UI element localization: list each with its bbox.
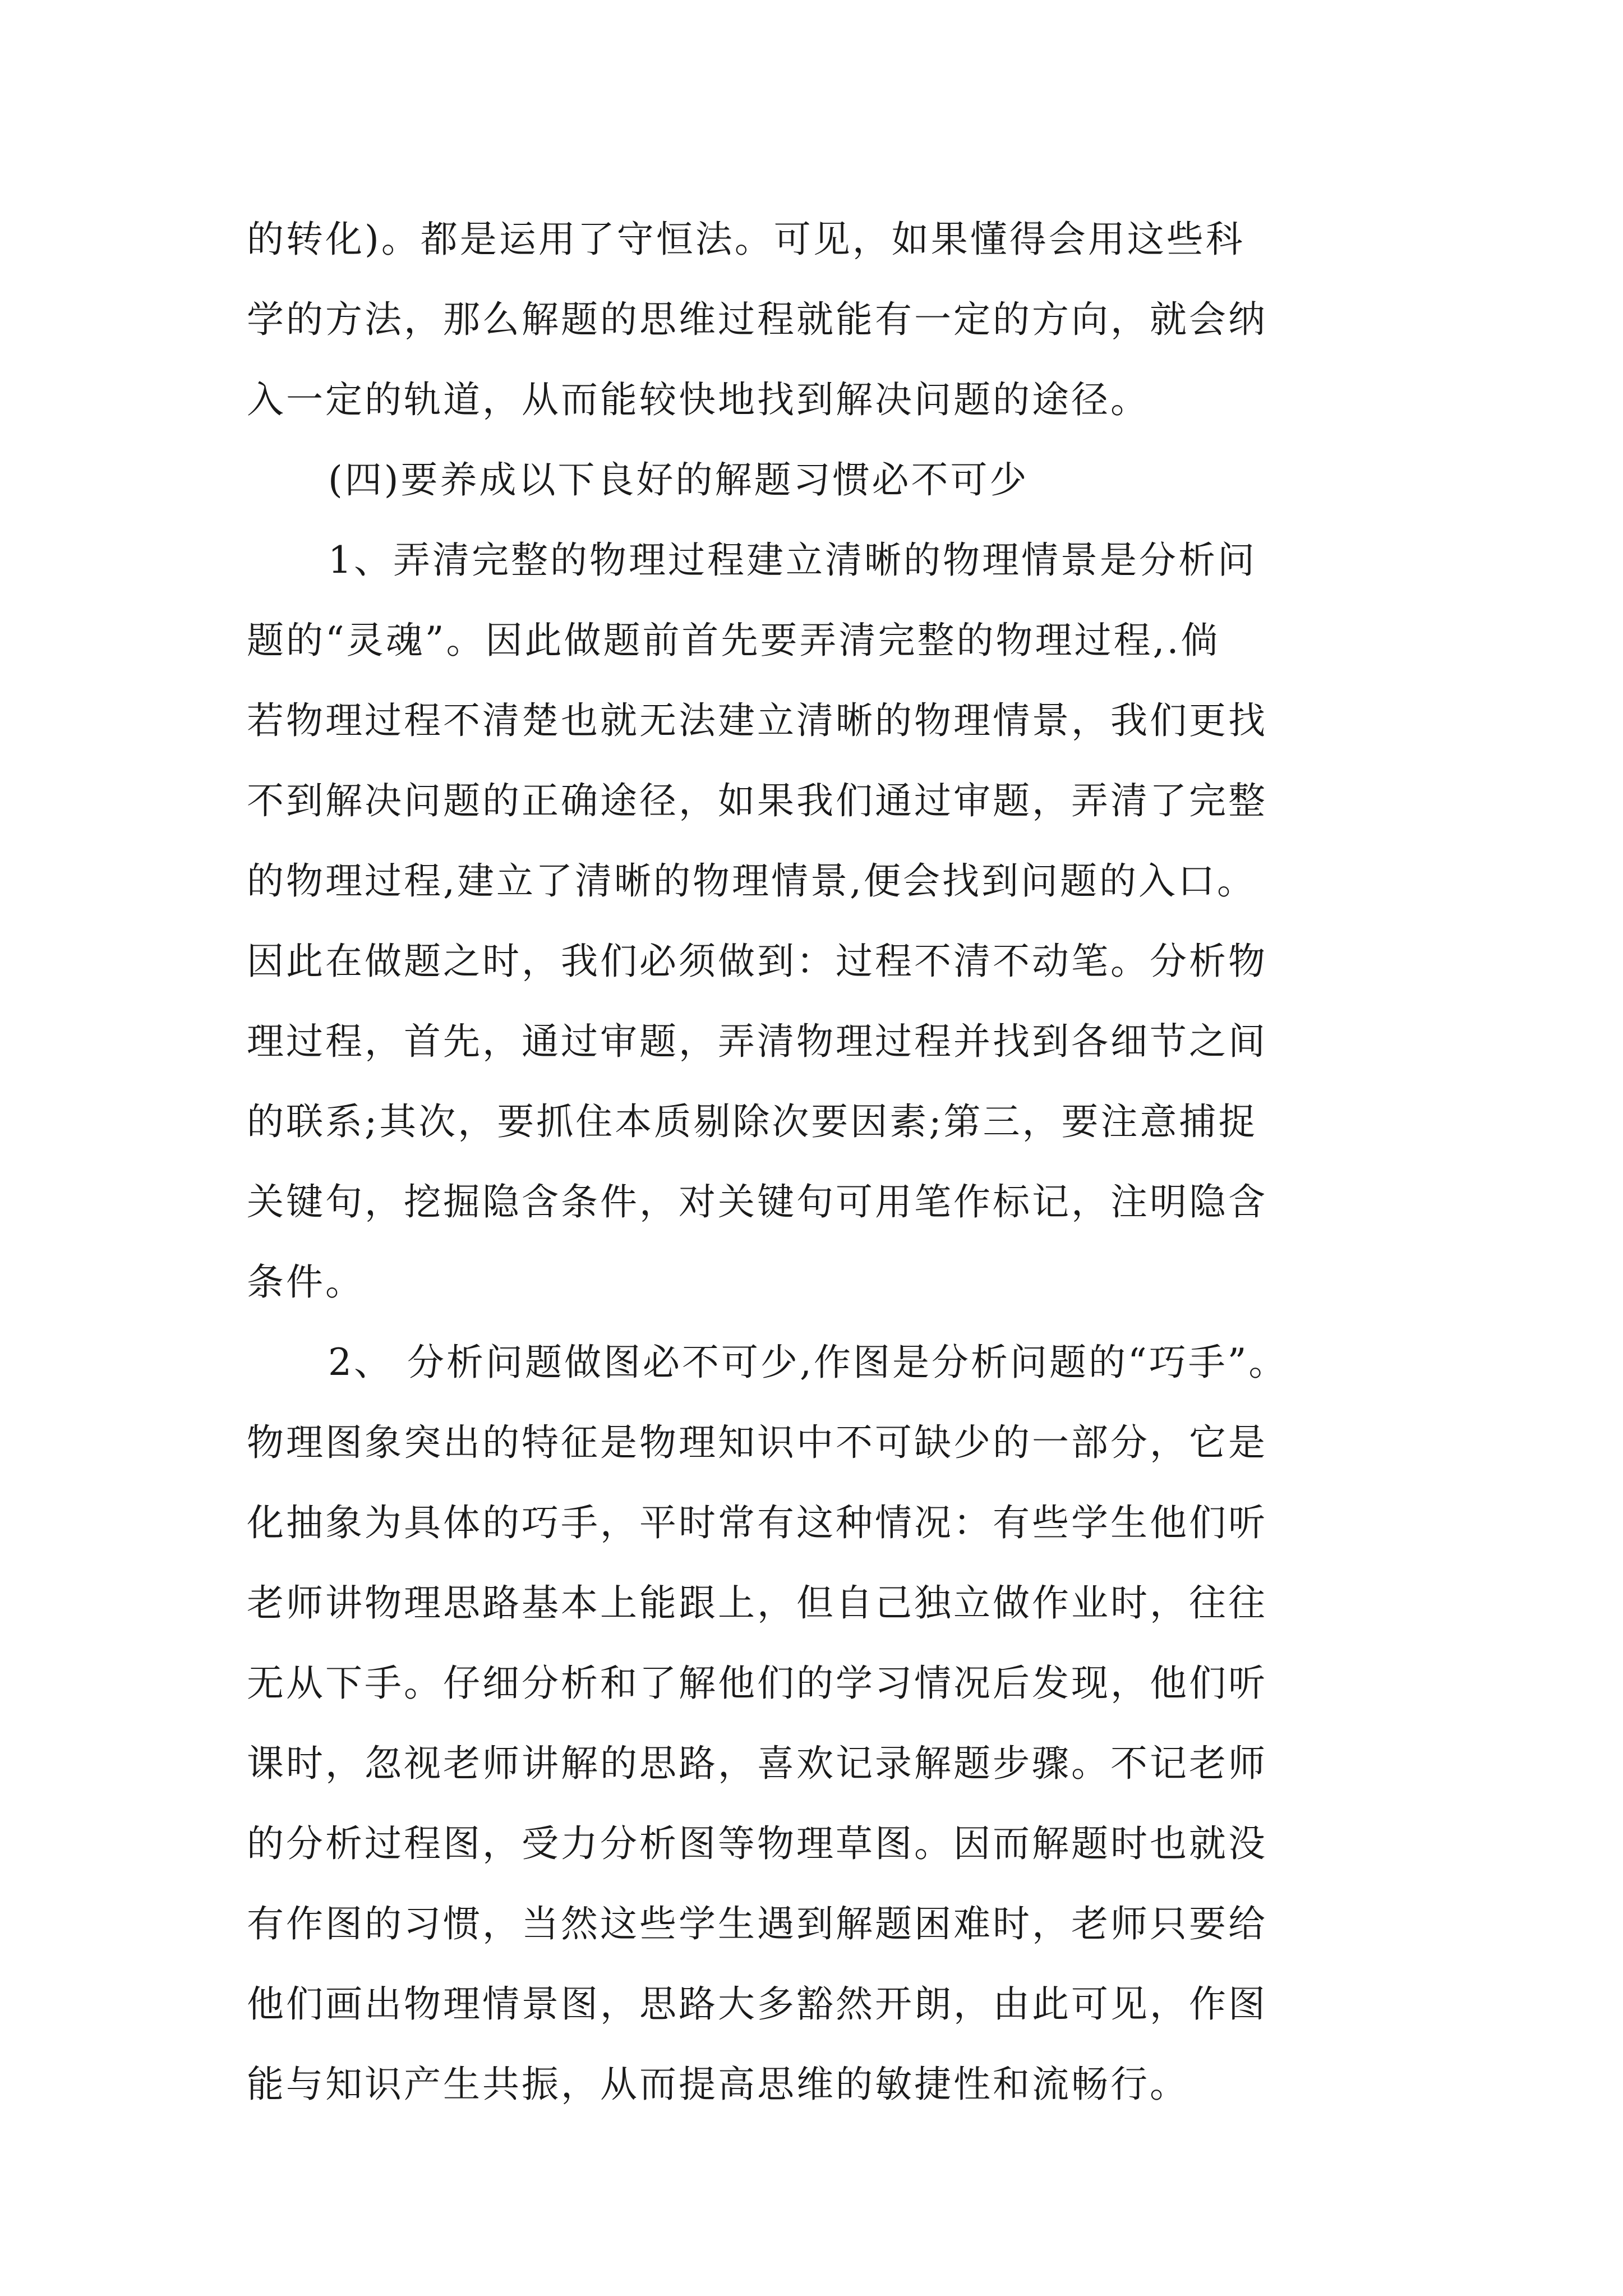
text-line: 老师讲物理思路基本上能跟上，但自己独立做作业时，往往 bbox=[247, 1581, 1267, 1625]
text-line: 学的方法，那么解题的思维过程就能有一定的方向，就会纳 bbox=[247, 298, 1267, 341]
text-line: 因此在做题之时，我们必须做到：过程不清不动笔。分析物 bbox=[247, 940, 1267, 983]
text-line: 物理图象突出的特征是物理知识中不可缺少的一部分，它是 bbox=[247, 1421, 1267, 1464]
text-line: 1、弄清完整的物理过程建立清晰的物理情景是分析问 bbox=[328, 539, 1257, 582]
text-line: 关键句，挖掘隐含条件，对关键句可用笔作标记，注明隐含 bbox=[247, 1180, 1267, 1223]
text-line: 理过程，首先，通过审题，弄清物理过程并找到各细节之间 bbox=[247, 1020, 1267, 1063]
text-line: 化抽象为具体的巧手，平时常有这种情况：有些学生他们听 bbox=[247, 1501, 1267, 1544]
body-text bbox=[247, 199, 1424, 2124]
text-line: 入一定的轨道，从而能较快地找到解决问题的途径。 bbox=[247, 378, 1150, 421]
text-line: 条件。 bbox=[247, 1260, 365, 1304]
text-line: 他们画出物理情景图，思路大多豁然开朗，由此可见，作图 bbox=[247, 1982, 1267, 2026]
text-line: 的物理过程,建立了清晰的物理情景,便会找到问题的入口。 bbox=[247, 859, 1256, 903]
text-line: 无从下手。仔细分析和了解他们的学习情况后发现，他们听 bbox=[247, 1662, 1267, 1705]
text-line: 有作图的习惯，当然这些学生遇到解题困难时，老师只要给 bbox=[247, 1902, 1267, 1945]
text-line: 题的“灵魂”。因此做题前首先要弄清完整的物理过程,.倘 bbox=[247, 619, 1220, 662]
text-line: 的转化)。都是运用了守恒法。可见，如果懂得会用这些科 bbox=[247, 218, 1245, 261]
section-heading: (四)要养成以下良好的解题习惯必不可少 bbox=[328, 458, 1029, 501]
text-line: 不到解决问题的正确途径，如果我们通过审题，弄清了完整 bbox=[247, 779, 1267, 822]
text-line: 能与知识产生共振，从而提高思维的敏捷性和流畅行。 bbox=[247, 2063, 1189, 2106]
text-line: 课时，忽视老师讲解的思路，喜欢记录解题步骤。不记老师 bbox=[247, 1742, 1267, 1785]
text-line: 若物理过程不清楚也就无法建立清晰的物理情景，我们更找 bbox=[247, 699, 1267, 742]
text-line: 的联系;其次，要抓住本质剔除次要因素;第三，要注意捕捉 bbox=[247, 1100, 1258, 1143]
text-line: 2、 分析问题做图必不可少,作图是分析问题的“巧手”。 bbox=[328, 1341, 1288, 1384]
text-line: 的分析过程图，受力分析图等物理草图。因而解题时也就没 bbox=[247, 1822, 1267, 1865]
